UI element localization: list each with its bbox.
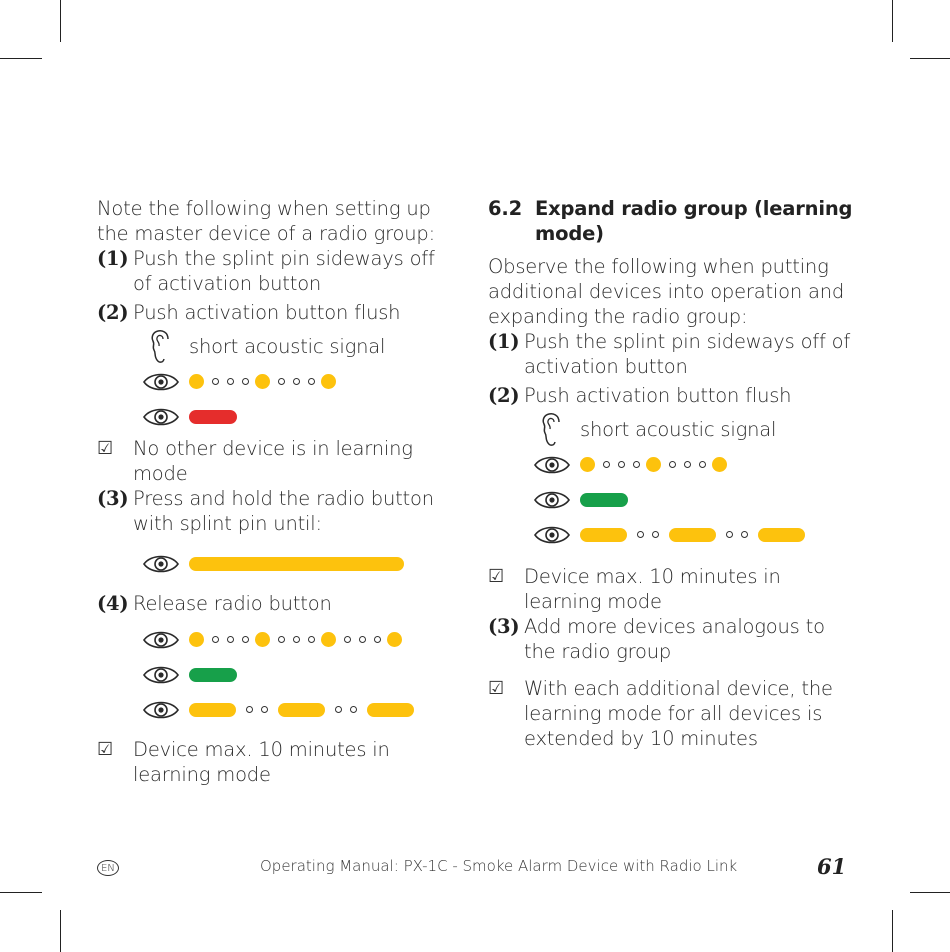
off-dot (684, 461, 691, 468)
led-indicator-row (524, 517, 853, 552)
step-text: Release radio button (133, 592, 332, 615)
right-column (488, 196, 853, 751)
eye-icon (524, 522, 580, 548)
led-indicator-row (133, 399, 459, 434)
off-dot (633, 461, 640, 468)
yellow-led-bar (580, 528, 627, 542)
eye-icon (524, 452, 580, 478)
yellow-led-dot (255, 632, 270, 647)
off-dot (293, 378, 300, 385)
yellow-led-bar (669, 528, 716, 542)
yellow-led-dot (387, 632, 402, 647)
off-dot (603, 461, 610, 468)
note-2 (97, 737, 459, 787)
blink-sequence (580, 528, 805, 542)
off-dot (242, 636, 249, 643)
off-dot (726, 531, 733, 538)
off-dot (344, 636, 351, 643)
crop-mark (910, 892, 950, 893)
blink-sequence (189, 632, 406, 647)
page-footer (0, 854, 950, 883)
sound-indicator-row (524, 412, 853, 447)
eye-icon (133, 627, 189, 653)
green-led-bar (580, 493, 628, 507)
step-3 (97, 486, 459, 536)
crop-mark (0, 892, 42, 893)
footer-text: Operating Manual: PX-1C - Smoke Alarm Device with Radio Link (260, 857, 738, 875)
eye-icon (524, 487, 580, 513)
sound-indicator-row (133, 329, 459, 364)
eye-icon (133, 551, 189, 577)
yellow-led-bar (278, 703, 325, 717)
led-indicator-row (133, 657, 459, 692)
step-3 (488, 614, 853, 664)
off-dot (699, 461, 706, 468)
eye-icon (133, 404, 189, 430)
off-dot (212, 378, 219, 385)
step-text: Push activation button flush (524, 384, 792, 407)
page-number: 61 (817, 854, 847, 879)
step-text: Add more devices analogous to the radio group (524, 615, 825, 663)
step-number: (3) (488, 615, 520, 638)
off-dot (669, 461, 676, 468)
off-dot (374, 636, 381, 643)
checkbox-icon: ☑ (488, 678, 504, 699)
note-1 (97, 436, 459, 486)
step-number: (4) (97, 592, 129, 615)
off-dot (308, 378, 315, 385)
note-text: With each additional device, the learning mode for all devices is extended by 10 minutes (524, 677, 833, 750)
checkbox-icon: ☑ (97, 438, 113, 459)
off-dot (261, 706, 268, 713)
ear-icon (524, 412, 580, 448)
yellow-led-dot (189, 374, 204, 389)
eye-icon (133, 662, 189, 688)
section-number: 6.2 (488, 197, 522, 220)
off-dot (618, 461, 625, 468)
intro-text: Note the following when setting up the master device of a radio group: (97, 197, 435, 245)
red-led-bar (189, 410, 237, 424)
off-dot (293, 636, 300, 643)
section-title: Expand radio group (learning mode) (535, 197, 853, 245)
yellow-led-dot (712, 457, 727, 472)
off-dot (335, 706, 342, 713)
yellow-led-bar (189, 703, 236, 717)
checkbox-icon: ☑ (97, 739, 113, 760)
crop-mark (910, 58, 950, 59)
off-dot (278, 378, 285, 385)
led-indicator-row (133, 622, 459, 657)
eye-icon (133, 369, 189, 395)
left-column (97, 196, 459, 787)
step-number: (3) (97, 487, 129, 510)
yellow-led-dot (321, 374, 336, 389)
off-dot (242, 378, 249, 385)
yellow-led-bar (189, 557, 404, 571)
yellow-led-dot (580, 457, 595, 472)
crop-mark (892, 0, 893, 42)
step-1 (488, 329, 853, 379)
note-text: Device max. 10 minutes in learning mode (524, 565, 781, 613)
yellow-led-dot (189, 632, 204, 647)
off-dot (278, 636, 285, 643)
crop-mark (60, 0, 61, 42)
step-text: Push the splint pin sideways off of activation button (133, 247, 435, 295)
step-text: Press and hold the radio button with splint pin until: (133, 487, 434, 535)
eye-icon (133, 697, 189, 723)
blink-sequence (580, 457, 731, 472)
step-text: Push activation button flush (133, 301, 401, 324)
step-number: (1) (97, 247, 129, 270)
crop-mark (892, 910, 893, 952)
off-dot (212, 636, 219, 643)
off-dot (652, 531, 659, 538)
crop-mark (0, 58, 42, 59)
crop-mark (60, 910, 61, 952)
led-indicator-row (524, 482, 853, 517)
off-dot (227, 636, 234, 643)
off-dot (637, 531, 644, 538)
led-indicator-row (133, 364, 459, 399)
step-number: (1) (488, 330, 520, 353)
checkbox-icon: ☑ (488, 566, 504, 587)
off-dot (350, 706, 357, 713)
step-4 (97, 591, 459, 616)
note-1 (488, 564, 853, 614)
blink-sequence (189, 703, 414, 717)
note-text: Device max. 10 minutes in learning mode (133, 738, 390, 786)
section-heading (488, 196, 853, 246)
note-text: No other device is in learning mode (133, 437, 413, 485)
off-dot (246, 706, 253, 713)
green-led-bar (189, 668, 237, 682)
note-2 (488, 676, 853, 751)
step-number: (2) (97, 301, 129, 324)
step-1 (97, 246, 459, 296)
blink-sequence (189, 374, 340, 389)
led-indicator-row (133, 546, 459, 581)
off-dot (227, 378, 234, 385)
language-badge: EN (97, 860, 119, 876)
yellow-led-bar (367, 703, 414, 717)
off-dot (741, 531, 748, 538)
ear-icon (133, 329, 189, 365)
step-2 (488, 383, 853, 408)
led-indicator-row (524, 447, 853, 482)
sound-label: short acoustic signal (189, 335, 386, 358)
intro-text: Observe the following when putting additional devices into operation and expanding the radio group: (488, 255, 845, 328)
off-dot (359, 636, 366, 643)
yellow-led-dot (255, 374, 270, 389)
step-text: Push the splint pin sideways off of activation button (524, 330, 851, 378)
step-2 (97, 300, 459, 325)
yellow-led-dot (321, 632, 336, 647)
yellow-led-bar (758, 528, 805, 542)
off-dot (308, 636, 315, 643)
yellow-led-dot (646, 457, 661, 472)
step-number: (2) (488, 384, 520, 407)
led-indicator-row (133, 692, 459, 727)
sound-label: short acoustic signal (580, 418, 777, 441)
